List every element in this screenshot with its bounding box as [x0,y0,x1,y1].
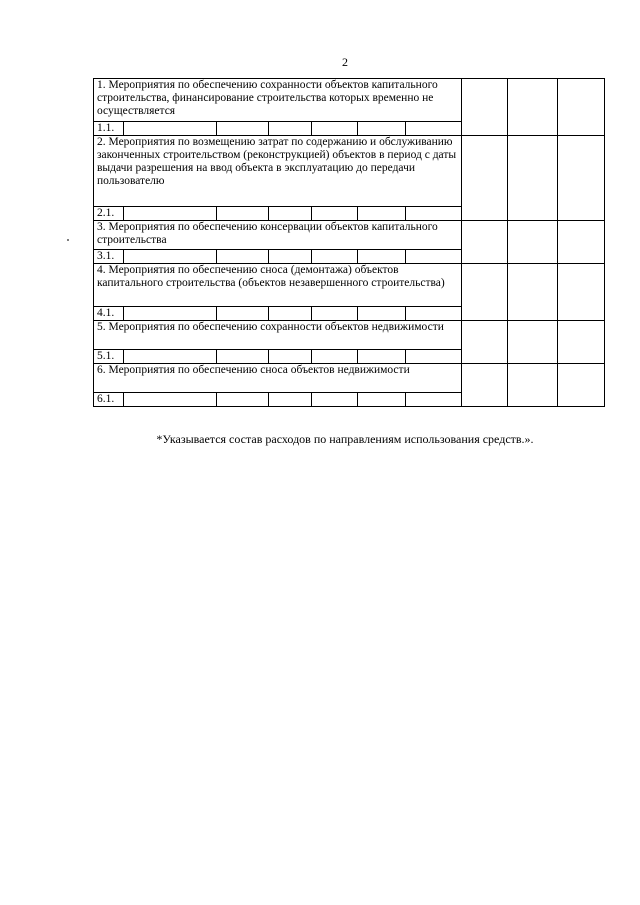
table-cell [217,393,269,407]
section-heading-row [94,136,605,207]
table-cell [269,250,312,264]
table-cell [312,307,358,321]
table-cell [406,250,462,264]
table-cell [124,393,217,407]
section-heading: 5. Мероприятия по обеспечению сохранности объектов недвижимости [94,321,462,350]
table-cell [358,207,406,221]
table-cell [312,122,358,136]
table-cell [558,321,605,364]
table-cell [462,79,508,136]
table-cell [217,250,269,264]
table-cell [508,321,558,364]
table-cell [269,350,312,364]
section-heading: 6. Мероприятия по обеспечению сноса объектов недвижимости [94,364,462,393]
footnote: *Указывается состав расходов по направлениям использования средств.». [156,432,534,446]
table-cell [358,122,406,136]
table-cell [358,307,406,321]
table-cell [312,207,358,221]
table-cell [406,207,462,221]
section-heading: 1. Мероприятия по обеспечению сохранности объектов капитального строительства, финансирование строительства которых временно не осуществляется [94,79,462,122]
table-cell [462,321,508,364]
table-cell [269,207,312,221]
table-cell [312,250,358,264]
table-cell [124,307,217,321]
row-number: 5.1. [94,350,124,364]
table-cell [508,79,558,136]
table-cell [358,393,406,407]
table-cell [358,350,406,364]
table-cell [558,136,605,221]
row-number: 2.1. [94,207,124,221]
table-cell [269,307,312,321]
table-cell [358,250,406,264]
section-heading-row [94,79,605,122]
scan-speck [67,239,69,241]
table-cell [508,221,558,264]
table-cell [558,264,605,321]
table-cell [462,221,508,264]
table-cell [312,350,358,364]
table-cell [217,207,269,221]
table-cell [508,264,558,321]
table-cell [462,136,508,221]
table-cell [124,250,217,264]
table-cell [508,136,558,221]
row-number: 3.1. [94,250,124,264]
table-cell [124,350,217,364]
row-number: 1.1. [94,122,124,136]
table-cell [508,364,558,407]
table-cell [406,393,462,407]
section-heading-row [94,221,605,250]
row-number: 4.1. [94,307,124,321]
table-cell [406,122,462,136]
expenses-table [93,78,605,407]
table-cell [312,393,358,407]
table-cell [217,122,269,136]
table-cell [406,307,462,321]
section-heading-row [94,321,605,350]
table-cell [269,122,312,136]
table-cell [124,122,217,136]
table-cell [269,393,312,407]
table-cell [406,350,462,364]
table-cell [217,350,269,364]
section-heading-row [94,264,605,307]
page-number: 2 [342,55,348,69]
table-cell [558,364,605,407]
table-cell [558,79,605,136]
row-number: 6.1. [94,393,124,407]
section-heading: 2. Мероприятия по возмещению затрат по содержанию и обслуживанию законченных строительством (реконструкцией) объектов в период с даты выдачи разрешения на ввод объекта в эксплуатацию до передачи пользователю [94,136,462,207]
table-cell [124,207,217,221]
section-heading-row [94,364,605,393]
table-cell [462,264,508,321]
table-cell [217,307,269,321]
section-heading: 3. Мероприятия по обеспечению консервации объектов капитального строительства [94,221,462,250]
table-cell [558,221,605,264]
table-cell [462,364,508,407]
section-heading: 4. Мероприятия по обеспечению сноса (демонтажа) объектов капитального строительства (объектов незавершенного строительства) [94,264,462,307]
